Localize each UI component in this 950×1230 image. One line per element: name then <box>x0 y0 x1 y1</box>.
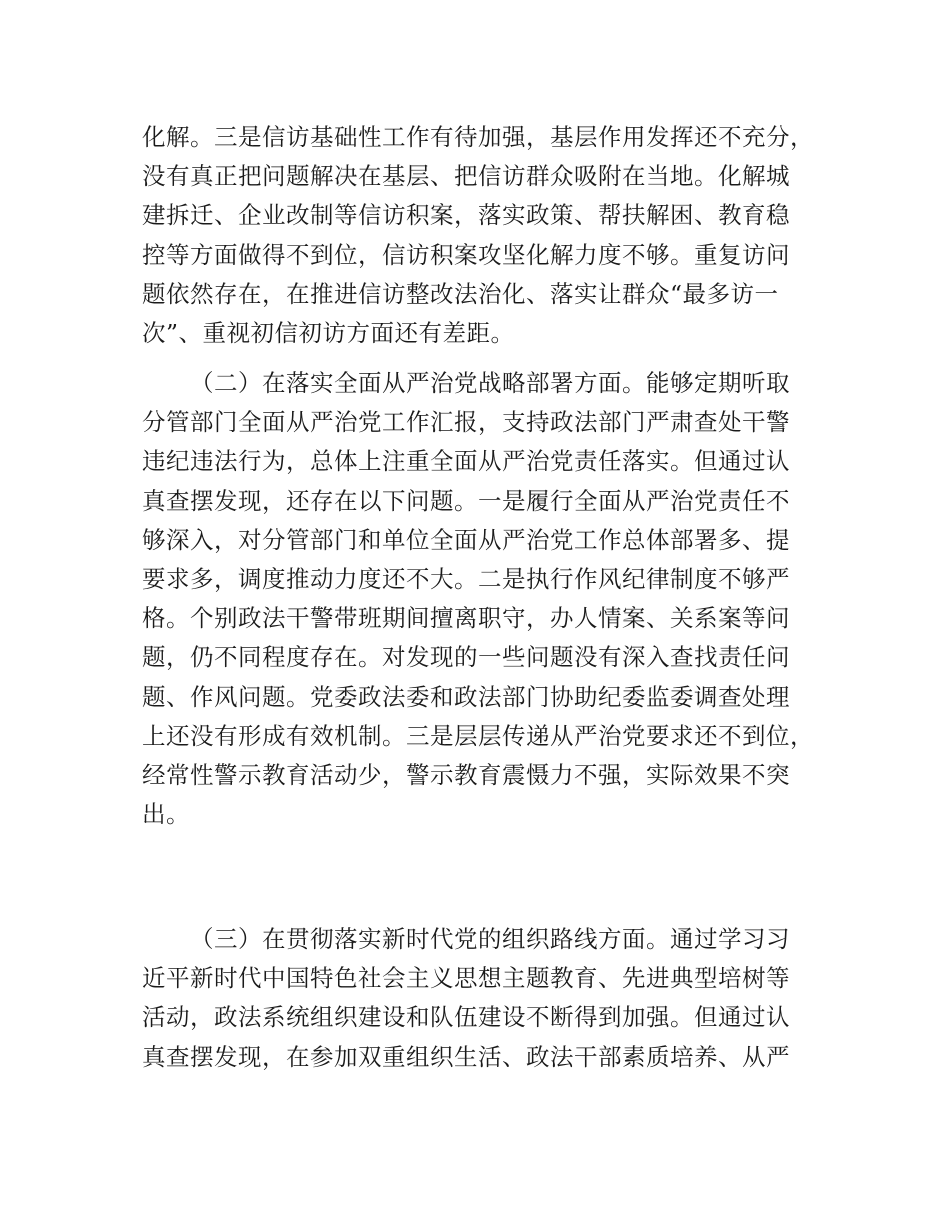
paragraph-section-three <box>142 920 822 1077</box>
text-line: 上还没有形成有效机制。三是层层传递从严治党要求还不到位， <box>142 721 814 750</box>
text-line: 题，仍不同程度存在。对发现的一些问题没有深入查找责任问 <box>142 643 790 672</box>
text-line: 够深入，对分管部门和单位全面从严治党工作总体部署多、提 <box>142 525 790 554</box>
text-line: 控等方面做得不到位，信访积案攻坚化解力度不够。重复访问 <box>142 240 790 269</box>
text-line: 没有真正把问题解决在基层、把信访群众吸附在当地。化解城 <box>142 162 790 191</box>
text-line: 违纪违法行为，总体上注重全面从严治党责任落实。但通过认 <box>142 447 790 476</box>
text-line: 要求多，调度推动力度还不大。二是执行作风纪律制度不够严 <box>142 565 790 594</box>
text-line: 真查摆发现，还存在以下问题。一是履行全面从严治党责任不 <box>142 486 790 515</box>
text-line: 化解。三是信访基础性工作有待加强，基层作用发挥还不充分， <box>142 123 814 151</box>
text-line: 格。个别政法干警带班期间擅离职守，办人情案、关系案等问 <box>142 604 790 633</box>
section-heading-line: （三）在贯彻落实新时代党的组织路线方面。通过学习习 <box>190 925 790 953</box>
paragraph-section-two <box>142 364 822 834</box>
text-line: 出。 <box>142 800 190 829</box>
text-line: 真查摆发现，在参加双重组织生活、政法干部素质培养、从严 <box>142 1042 790 1071</box>
text-line: 经常性警示教育活动少，警示教育震慑力不强，实际效果不突 <box>142 761 790 790</box>
text-line: 建拆迁、企业改制等信访积案，落实政策、帮扶解困、教育稳 <box>142 201 790 230</box>
paragraph-petition-issues <box>142 118 822 353</box>
text-line: 分管部门全面从严治党工作汇报，支持政法部门严肃查处干警 <box>142 408 790 437</box>
text-line: 题、作风问题。党委政法委和政法部门协助纪委监委调查处理 <box>142 682 790 711</box>
text-line: 活动，政法系统组织建设和队伍建设不断得到加强。但通过认 <box>142 1003 790 1032</box>
text-line: 题依然存在，在推进信访整改法治化、落实让群众“最多访一 <box>142 279 779 308</box>
text-line: 近平新时代中国特色社会主义思想主题教育、先进典型培树等 <box>142 964 790 993</box>
text-line: 次”、重视初信初访方面还有差距。 <box>142 319 515 348</box>
section-heading-line: （二）在落实全面从严治党战略部署方面。能够定期听取 <box>190 369 790 397</box>
